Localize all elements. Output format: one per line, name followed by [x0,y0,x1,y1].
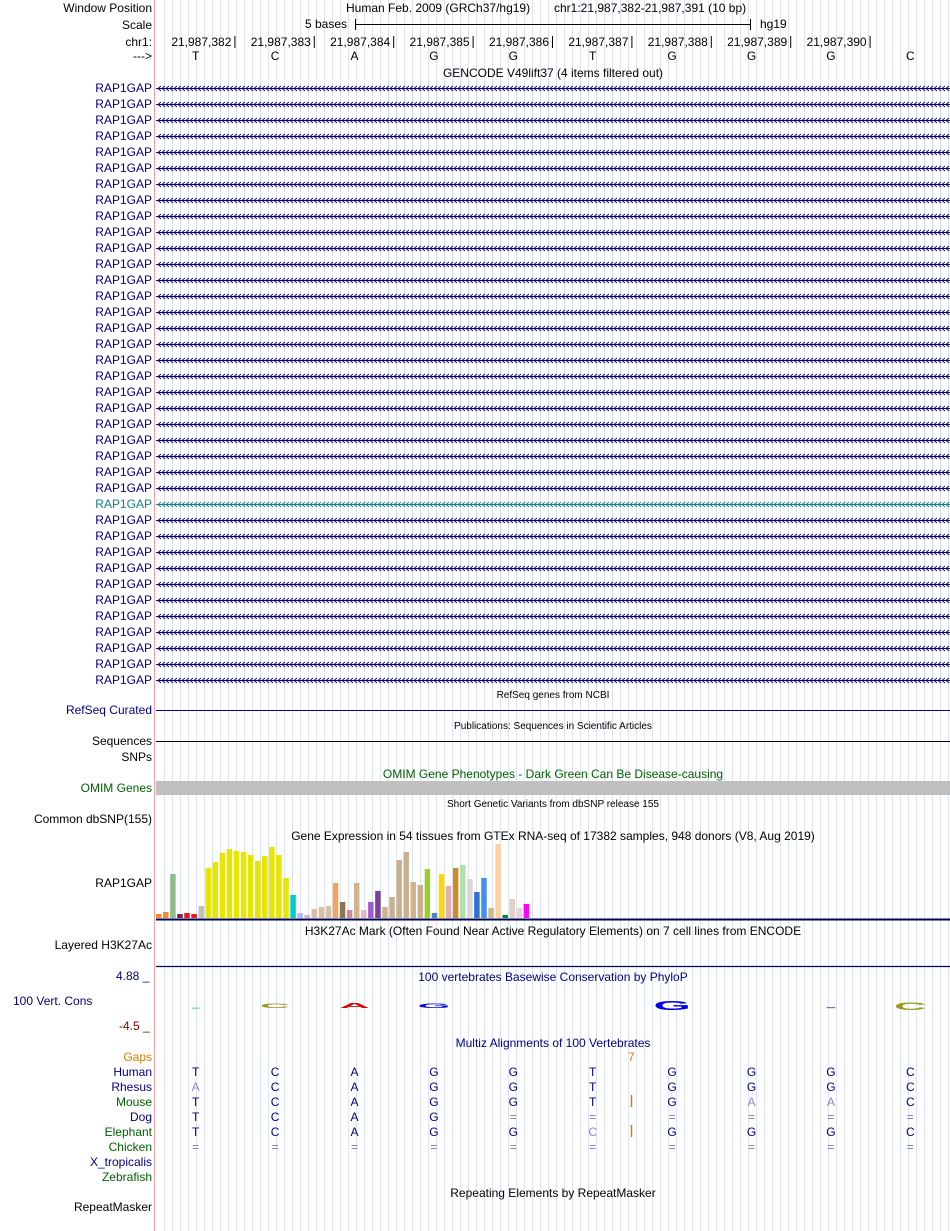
gencode-transcript-label[interactable]: RAP1GAP [95,369,152,383]
reference-base: T [589,49,597,63]
gtex-tissue-bar [290,895,296,918]
gencode-transcript-label[interactable]: RAP1GAP [95,209,152,223]
phylop-min-label: -4.5 _ [119,1019,150,1033]
gtex-tissue-bar [326,906,332,918]
gencode-transcript-label[interactable]: RAP1GAP [95,577,152,591]
multiz-aligned-base: G [826,1125,836,1139]
gtex-tissue-bar [333,883,339,918]
multiz-aligned-base: = [589,1110,597,1124]
omim-track-title: OMIM Gene Phenotypes - Dark Green Can Be Disease-causing [382,767,724,781]
multiz-aligned-base: C [905,1065,915,1079]
gtex-tissue-bar [191,914,197,918]
refseq-track-title: RefSeq genes from NCBI [496,690,610,701]
gtex-tissue-bar [156,914,162,918]
gencode-transcript-label[interactable]: RAP1GAP [95,497,152,511]
gencode-transcript-label[interactable]: RAP1GAP [95,289,152,303]
phylop-max-label: 4.88 _ [116,969,150,983]
snps-label[interactable]: SNPs [121,750,152,764]
multiz-species-label[interactable]: Elephant [104,1125,152,1139]
multiz-aligned-base: T [192,1065,200,1079]
gencode-transcript-label[interactable]: RAP1GAP [95,465,152,479]
multiz-aligned-base: A [826,1095,835,1109]
coordinate-tick-label: 21,987,382 [171,35,232,49]
multiz-aligned-base: T [192,1125,200,1139]
gencode-transcript-label[interactable]: RAP1GAP [95,193,152,207]
gencode-transcript-label[interactable]: RAP1GAP [95,641,152,655]
strand-label[interactable]: ---> [133,49,152,63]
multiz-aligned-base: C [588,1125,598,1139]
gencode-transcript-label[interactable]: RAP1GAP [95,385,152,399]
gencode-transcript-label[interactable]: RAP1GAP [95,625,152,639]
gtex-track-title: Gene Expression in 54 tissues from GTEx RNA-seq of 17382 samples, 948 donors (V8, Aug 2019) [291,829,815,843]
multiz-aligned-base: G [746,1080,757,1094]
coordinate-tick-label: 21,987,390 [806,35,867,49]
gtex-tissue-bar [347,910,353,918]
reference-base: G [826,49,836,63]
scale-text: 5 bases [305,17,348,31]
gtex-tissue-bar [453,868,459,918]
multiz-aligned-base: G [508,1065,518,1079]
gtex-track-label[interactable]: RAP1GAP [95,876,152,890]
multiz-aligned-base: G [667,1080,677,1094]
multiz-aligned-base: = [747,1110,755,1124]
multiz-aligned-base: G [746,1125,757,1139]
gtex-tissue-bar [396,860,402,918]
gencode-transcript-label[interactable]: RAP1GAP [95,513,152,527]
gencode-transcript-label[interactable]: RAP1GAP [95,673,152,687]
gencode-transcript-label[interactable]: RAP1GAP [95,97,152,111]
repeatmasker-track-title: Repeating Elements by RepeatMasker [450,1186,656,1200]
multiz-aligned-base: C [270,1095,280,1109]
multiz-track-title: Multiz Alignments of 100 Vertebrates [455,1036,651,1050]
gtex-tissue-bar [297,913,303,918]
multiz-aligned-base: G [429,1065,439,1079]
gencode-transcript-label[interactable]: RAP1GAP [95,241,152,255]
gtex-tissue-bar [276,855,282,918]
multiz-aligned-base: G [429,1080,439,1094]
h3k27ac-track-title: H3K27Ac Mark (Often Found Near Active Regulatory Elements) on 7 cell lines from ENCODE [304,924,802,938]
gencode-transcript-label[interactable]: RAP1GAP [95,305,152,319]
coordinate-tick-label: 21,987,384 [330,35,391,49]
phylop-base-glyph: C [894,999,927,1013]
gtex-tissue-bar [205,868,211,918]
dbsnp-track-title: Short Genetic Variants from dbSNP release 155 [447,799,659,810]
multiz-aligned-base: G [667,1125,677,1139]
publications-track-label[interactable]: Sequences [91,734,152,748]
reference-base: G [746,49,757,63]
gtex-tissue-bar [354,883,360,918]
gtex-tissue-bar [213,862,219,918]
gtex-tissue-bar [510,899,516,918]
gtex-tissue-bar [467,879,473,918]
gtex-tissue-bar [262,856,268,918]
gtex-tissue-bar [495,844,501,918]
gencode-transcript-label[interactable]: RAP1GAP [95,225,152,239]
multiz-aligned-base: = [906,1110,914,1124]
multiz-aligned-base: T [589,1080,597,1094]
multiz-aligned-base: T [192,1110,200,1124]
multiz-species-label[interactable]: Mouse [115,1095,152,1109]
gencode-transcript-label[interactable]: RAP1GAP [95,561,152,575]
phylop-track-title: 100 vertebrates Basewise Conservation by PhyloP [418,970,688,984]
gencode-transcript-label[interactable]: RAP1GAP [95,529,152,543]
gtex-tissue-bar [411,882,417,918]
gencode-track-title: GENCODE V49lift37 (4 items filtered out) [442,66,664,80]
coordinate-tick-label: 21,987,387 [568,35,629,49]
gtex-tissue-bar [403,852,409,918]
multiz-aligned-base: G [429,1125,439,1139]
multiz-aligned-base: G [746,1065,757,1079]
multiz-aligned-base: = [668,1110,676,1124]
repeatmasker-track-label[interactable]: RepeatMasker [73,1200,152,1214]
multiz-aligned-base: = [589,1140,597,1154]
gtex-tissue-bar [439,874,445,918]
multiz-aligned-base: A [350,1125,359,1139]
chrom-label: chr1: [125,35,152,49]
multiz-aligned-base: = [271,1140,279,1154]
coordinate-tick-label: 21,987,386 [488,35,549,49]
gencode-transcript-label[interactable]: RAP1GAP [95,417,152,431]
gtex-tissue-bar [368,902,374,918]
multiz-aligned-base: = [509,1110,517,1124]
reference-base: C [905,49,915,63]
gtex-tissue-bar [432,913,438,918]
coordinate-tick-label: 21,987,383 [250,35,311,49]
gencode-transcript-label[interactable]: RAP1GAP [95,449,152,463]
multiz-aligned-base: = [668,1140,676,1154]
phylop-base-glyph: - [825,1004,837,1011]
gtex-tissue-bar [234,851,240,918]
gencode-transcript-label[interactable]: RAP1GAP [95,321,152,335]
gtex-tissue-bar [446,886,452,918]
phylop-base-glyph: G [653,998,691,1013]
multiz-aligned-base: = [906,1140,914,1154]
reference-base: G [508,49,518,63]
phylop-base-glyph: C [259,1002,291,1010]
multiz-aligned-base: = [430,1140,438,1154]
gencode-transcript-label[interactable]: RAP1GAP [95,81,152,95]
gtex-tissue-bar [227,849,233,918]
gencode-transcript-label[interactable]: RAP1GAP [95,481,152,495]
multiz-species-label[interactable]: Dog [129,1110,152,1124]
gencode-transcript-label[interactable]: RAP1GAP [95,353,152,367]
multiz-aligned-base: C [905,1125,915,1139]
multiz-aligned-base: T [589,1065,597,1079]
coordinate-tick-label: 21,987,388 [647,35,708,49]
coordinate-tick-label: 21,987,385 [409,35,470,49]
multiz-species-label[interactable]: Chicken [108,1140,152,1154]
gencode-transcript-label[interactable]: RAP1GAP [95,337,152,351]
gencode-transcript-label[interactable]: RAP1GAP [95,609,152,623]
gencode-transcript-label[interactable]: RAP1GAP [95,113,152,127]
multiz-aligned-base: A [350,1065,359,1079]
phylop-base-glyph: G [417,1002,451,1010]
coordinate-tick-label: 21,987,389 [727,35,788,49]
gtex-tissue-bar [241,852,247,918]
dbsnp-track-label[interactable]: Common dbSNP(155) [33,812,152,826]
multiz-aligned-base: T [192,1095,200,1109]
refseq-track-label[interactable]: RefSeq Curated [65,703,152,717]
gaps-label[interactable]: Gaps [123,1050,152,1064]
omim-phenotype-bar [156,781,950,795]
gencode-transcript-label[interactable]: RAP1GAP [95,273,152,287]
assembly-name[interactable]: Human Feb. 2009 (GRCh37/hg19) [346,1,531,15]
gencode-transcript-label[interactable]: RAP1GAP [95,145,152,159]
gap-count: 7 [628,1050,635,1064]
gtex-tissue-bar [248,855,254,918]
multiz-aligned-base: G [429,1095,439,1109]
gtex-tissue-bar [502,915,508,918]
reference-base: A [350,49,359,63]
multiz-aligned-base: = [350,1140,358,1154]
position-readout[interactable]: chr1:21,987,382-21,987,391 (10 bp) [554,1,747,15]
gtex-tissue-bar [389,897,395,918]
multiz-aligned-base: A [747,1095,756,1109]
gencode-transcript-label[interactable]: RAP1GAP [95,657,152,671]
multiz-aligned-base: C [270,1080,280,1094]
multiz-aligned-base: = [192,1140,200,1154]
gtex-tissue-bar [375,891,381,918]
reference-base: C [270,49,280,63]
gtex-tissue-bar [269,847,275,918]
multiz-aligned-base: C [270,1110,280,1124]
gtex-tissue-bar [382,907,388,918]
multiz-species-label[interactable]: X_tropicalis [89,1155,152,1169]
multiz-aligned-base: A [350,1095,359,1109]
multiz-aligned-base: G [667,1095,677,1109]
gencode-transcript-label[interactable]: RAP1GAP [95,593,152,607]
gtex-tissue-bar [488,908,494,918]
gtex-tissue-bar [361,910,367,918]
gtex-tissue-bar [283,878,289,918]
gtex-tissue-bar [524,904,530,918]
reference-base: G [667,49,677,63]
phylop-base-glyph: - [190,1004,201,1012]
gtex-tissue-bar [170,874,176,918]
gtex-tissue-bar [312,909,318,918]
h3k27ac-track-label[interactable]: Layered H3K27Ac [54,938,152,952]
multiz-species-label[interactable]: Rhesus [111,1080,152,1094]
multiz-aligned-base: = [827,1140,835,1154]
phylop-track-label[interactable]: 100 Vert. Cons [13,994,93,1008]
gtex-tissue-bar [177,914,183,918]
gtex-tissue-bar [255,861,260,918]
publications-track-title: Publications: Sequences in Scientific Articles [454,721,652,732]
gtex-tissue-bar [425,869,431,918]
multiz-aligned-base: G [826,1065,836,1079]
gtex-tissue-bar [198,906,204,918]
scale-label: Scale [121,18,152,32]
gtex-tissue-bar [184,913,190,918]
multiz-aligned-base: C [905,1095,915,1109]
gtex-tissue-bar [418,885,424,918]
gencode-transcript-label[interactable]: RAP1GAP [95,257,152,271]
multiz-species-label[interactable]: Zebrafish [101,1170,152,1184]
multiz-aligned-base: C [270,1065,280,1079]
multiz-aligned-base: C [905,1080,915,1094]
multiz-aligned-base: A [350,1110,359,1124]
gtex-tissue-bar [304,915,310,918]
gencode-transcript-label[interactable]: RAP1GAP [95,129,152,143]
reference-base: G [429,49,439,63]
multiz-aligned-base: A [191,1080,200,1094]
gtex-tissue-bar [460,865,466,918]
gtex-tissue-bar [481,878,487,918]
multiz-aligned-base: = [747,1140,755,1154]
reference-base: T [192,49,200,63]
gencode-transcript-label[interactable]: RAP1GAP [95,433,152,447]
multiz-aligned-base: T [589,1095,597,1109]
window-position-label: Window Position [63,1,152,15]
multiz-aligned-base: G [508,1080,518,1094]
multiz-aligned-base: A [350,1080,359,1094]
multiz-species-label[interactable]: Human [113,1065,152,1079]
multiz-aligned-base: G [429,1110,439,1124]
gencode-transcript-label[interactable]: RAP1GAP [95,401,152,415]
multiz-aligned-base: = [509,1140,517,1154]
multiz-aligned-base: G [826,1080,836,1094]
multiz-aligned-base: G [508,1095,518,1109]
gencode-transcript-label[interactable]: RAP1GAP [95,177,152,191]
gtex-tissue-bar [220,853,226,918]
multiz-aligned-base: G [508,1125,518,1139]
multiz-aligned-base: C [270,1125,280,1139]
phylop-base-glyph: A [339,1001,370,1010]
gtex-tissue-bar [340,902,346,918]
multiz-aligned-base: G [667,1065,677,1079]
gtex-tissue-bar [474,892,480,918]
multiz-aligned-base: = [827,1110,835,1124]
omim-track-label[interactable]: OMIM Genes [80,781,152,795]
gtex-tissue-bar [163,912,169,918]
gtex-tissue-bar [319,907,325,918]
gencode-transcript-label[interactable]: RAP1GAP [95,161,152,175]
scale-db: hg19 [760,17,787,31]
gencode-transcript-label[interactable]: RAP1GAP [95,545,152,559]
gtex-tissue-bar [517,908,523,918]
